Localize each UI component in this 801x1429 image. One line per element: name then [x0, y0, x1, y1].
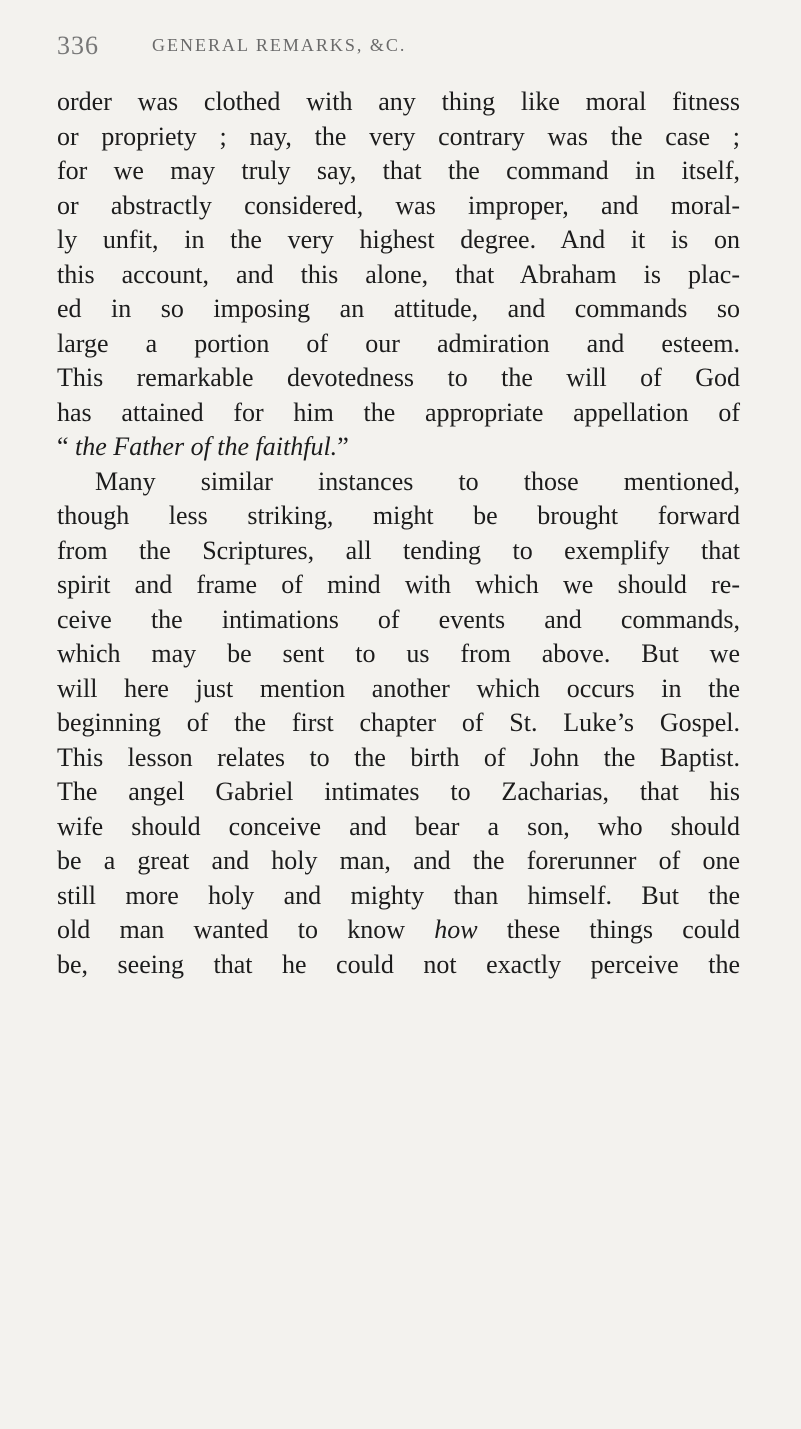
line-text: wife should conceive and bear a son, who should — [57, 811, 740, 841]
line-text: ceive the intimations of events and commands, — [57, 604, 740, 634]
text-line — [57, 292, 740, 327]
text-line — [57, 85, 740, 120]
text-line — [57, 154, 740, 189]
italic-text: the Father of the faithful. — [75, 432, 338, 461]
line-text: This remarkable devotedness to the will of God — [57, 363, 740, 392]
line-text: be a great and holy man, and the forerunner of one — [57, 846, 740, 875]
text-line — [57, 189, 740, 224]
text-line — [57, 534, 740, 569]
line-text: old man wanted to know — [57, 915, 435, 944]
text-line — [57, 637, 740, 672]
line-text: still more holy and mighty than himself. But the — [57, 880, 740, 910]
text-line — [57, 775, 740, 810]
line-text: spirit and frame of mind with which we should re- — [57, 570, 740, 599]
text-line — [57, 672, 740, 707]
text-line — [57, 879, 740, 914]
text-line — [57, 258, 740, 293]
page-number: 336 — [57, 31, 99, 60]
text-line — [57, 223, 740, 258]
text-line — [57, 327, 740, 362]
text-line — [57, 499, 740, 534]
line-text: ly unfit, in the very highest degree. And it is on — [57, 225, 740, 254]
line-text: will here just mention another which occurs in the — [57, 673, 740, 703]
text-line — [57, 844, 740, 879]
line-text: The angel Gabriel intimates to Zacharias, that his — [57, 777, 740, 806]
line-text: or abstractly considered, was improper, and moral- — [57, 190, 740, 220]
line-text: be, seeing that he could not exactly perceive the — [57, 949, 740, 979]
page-header — [57, 31, 757, 71]
line-text: these things could — [477, 915, 740, 944]
line-text: for we may truly say, that the command in itself, — [57, 156, 740, 185]
line-text: This lesson relates to the birth of John the Baptist. — [57, 742, 740, 772]
text-line — [57, 568, 740, 603]
text-line — [57, 120, 740, 155]
text-line — [57, 430, 740, 465]
line-text: Many similar instances to those mentioned, — [95, 466, 740, 496]
text-line — [57, 361, 740, 396]
line-text: has attained for him the appropriate appellation of — [57, 397, 740, 427]
line-text: though less striking, might be brought forward — [57, 501, 740, 530]
text-line — [57, 913, 740, 948]
line-text: ” — [337, 432, 349, 461]
line-text: this account, and this alone, that Abraham is plac- — [57, 259, 740, 289]
line-text: order was clothed with any thing like moral fitness — [57, 87, 740, 116]
line-text: or propriety ; nay, the very contrary was the case ; — [57, 121, 740, 151]
italic-text: how — [434, 915, 478, 944]
line-text: from the Scriptures, all tending to exemplify that — [57, 535, 740, 565]
text-line — [57, 948, 740, 983]
text-line — [57, 465, 740, 500]
text-line — [57, 810, 740, 845]
body-text — [57, 85, 740, 982]
text-line — [57, 706, 740, 741]
line-text: “ — [57, 432, 76, 461]
text-line — [57, 741, 740, 776]
text-line — [57, 396, 740, 431]
running-head: GENERAL REMARKS, &C. — [152, 35, 407, 55]
text-line — [57, 603, 740, 638]
line-text: large a portion of our admiration and esteem. — [57, 328, 740, 358]
line-text: ed in so imposing an attitude, and commands so — [57, 294, 740, 323]
line-text: which may be sent to us from above. But we — [57, 639, 740, 668]
line-text: beginning of the first chapter of St. Luke’s Gospel. — [57, 708, 740, 737]
